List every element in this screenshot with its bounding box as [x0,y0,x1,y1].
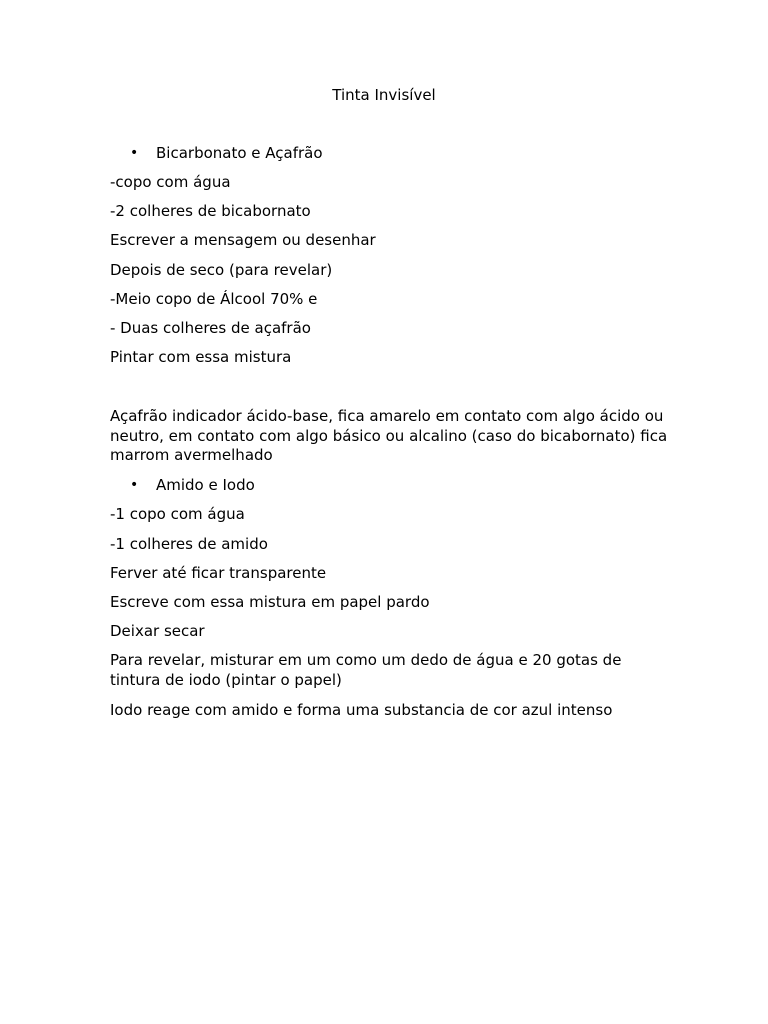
section-heading-text: Amido e Iodo [156,476,255,494]
list-item: -copo com água [110,173,231,191]
list-item: Depois de seco (para revelar) [110,261,333,279]
bullet-icon: • [130,477,139,493]
explanation-paragraph: Açafrão indicador ácido-base, fica amarelo em contato com algo ácido ou neutro, em contato com algo básico ou alcalino (caso do bicabornato) fica marrom avermelhado [110,407,668,464]
list-item: Escreve com essa mistura em papel pardo [110,593,430,611]
list-item: - Duas colheres de açafrão [110,319,311,337]
list-item: Escrever a mensagem ou desenhar [110,231,376,249]
document-title: Tinta Invisível [332,86,436,104]
list-item: -Meio copo de Álcool 70% e [110,290,318,308]
list-item: Pintar com essa mistura [110,348,292,366]
conclusion-line: Iodo reage com amido e forma uma substancia de cor azul intenso [110,701,613,719]
list-item: -2 colheres de bicabornato [110,202,311,220]
bullet-icon: • [130,145,139,161]
list-item: -1 copo com água [110,505,245,523]
list-item: -1 colheres de amido [110,535,268,553]
list-item: Deixar secar [110,622,205,640]
list-item: Ferver até ficar transparente [110,564,327,582]
reveal-paragraph: Para revelar, misturar em um como um dedo de água e 20 gotas de tintura de iodo (pintar o papel) [110,651,622,689]
section-heading-text: Bicarbonato e Açafrão [156,144,323,162]
